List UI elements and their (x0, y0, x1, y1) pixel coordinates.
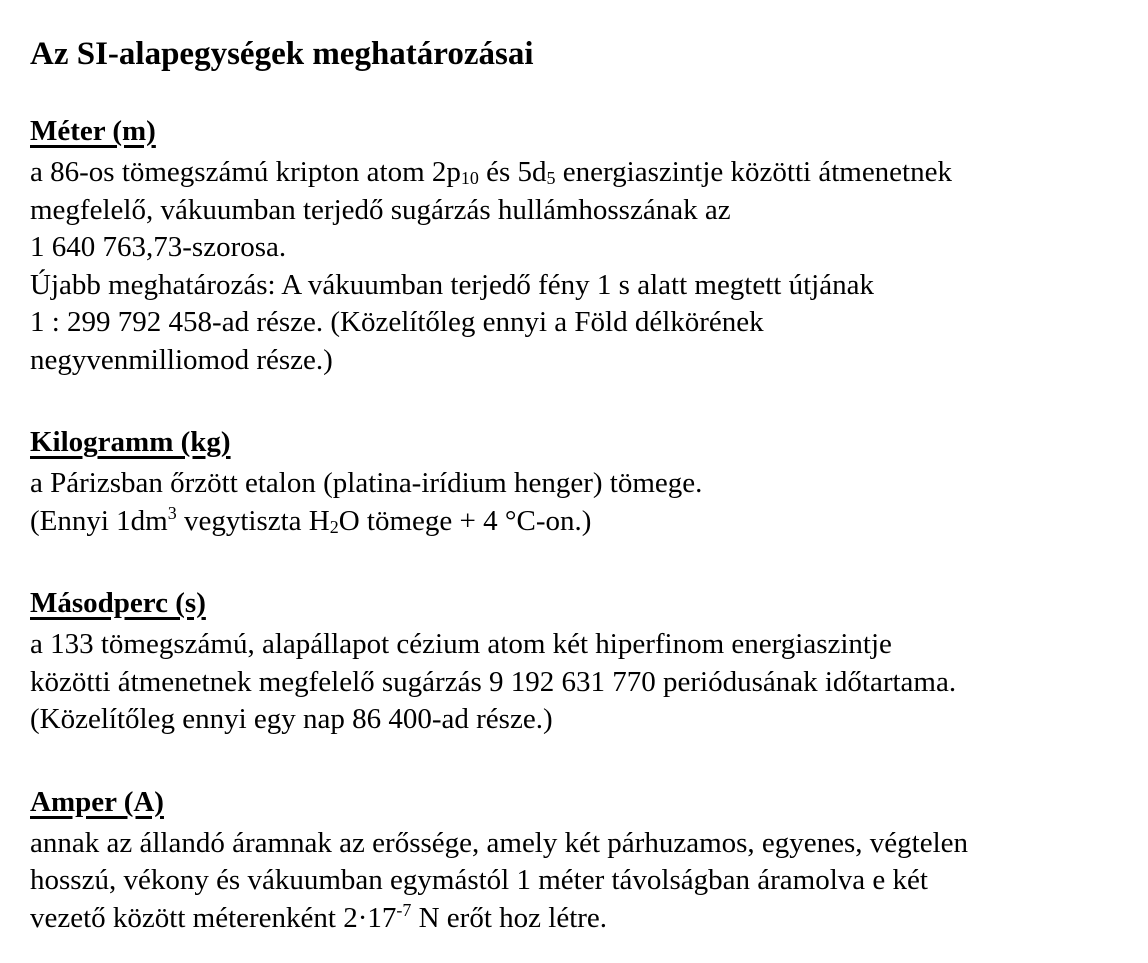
unit-section (30, 112, 1120, 379)
unit-section (30, 423, 1120, 540)
subscript: 5 (546, 168, 556, 189)
definition-line: 1 640 763,73-szorosa. (30, 231, 287, 263)
definition-line: közötti átmenetnek megfelelő sugárzás 9 192 631 770 periódusának időtartama. (30, 665, 957, 698)
unit-heading: Kilogramm (kg) (30, 426, 231, 458)
definition-line: hosszú, vékony és vákuumban egymástól 1 méter távolságban áramolva e két (30, 864, 928, 896)
definition-line: annak az állandó áramnak az erőssége, amely két párhuzamos, egyenes, végtelen (30, 826, 969, 859)
definition-line: Újabb meghatározás: A vákuumban terjedő fény 1 s alatt megtett útjának (30, 268, 874, 301)
definition-line: vezető között méterenként $2\cdot 17^{-7}$ N erőt hoz létre. (30, 899, 608, 934)
definition-line: a 133 tömegszámú, alapállapot cézium atom két hiperfinom energiaszintje (30, 628, 892, 660)
unit-heading: Méter (m) (30, 115, 156, 147)
superscript: -7 (396, 899, 412, 920)
definition-line: a Párizsban őrzött etalon (platina-irídium henger) tömege. (30, 467, 703, 499)
unit-heading: Amper (A) (30, 785, 164, 818)
sections-container (30, 112, 1120, 937)
page-title: Az SI-alapegységek meghatározásai (30, 36, 534, 72)
superscript: 3 (167, 502, 177, 523)
unit-heading: Másodperc (s) (30, 587, 206, 619)
unit-section (30, 584, 1120, 739)
subscript: 2 (329, 516, 339, 537)
definition-line: (Közelítőleg ennyi egy nap 86 400-ad része.) (30, 703, 553, 735)
subscript: 10 (460, 168, 479, 189)
definition-line: negyvenmilliomod része.) (30, 343, 333, 376)
unit-section (30, 783, 1120, 938)
definition-line: (Ennyi $1dm^3$ vegytiszta $H_2O$ tömege + 4 °C-on.) (30, 502, 592, 537)
definition-line: a 86-os tömegszámú kripton atom $2p_{10}$ és $5d_5$ energiaszintje közötti átmenetnek (30, 156, 952, 189)
definition-line: 1 : 299 792 458-ad része. (Közelítőleg ennyi a Föld délkörének (30, 306, 764, 338)
definition-line: megfelelő, vákuumban terjedő sugárzás hullámhosszának az (30, 193, 731, 226)
